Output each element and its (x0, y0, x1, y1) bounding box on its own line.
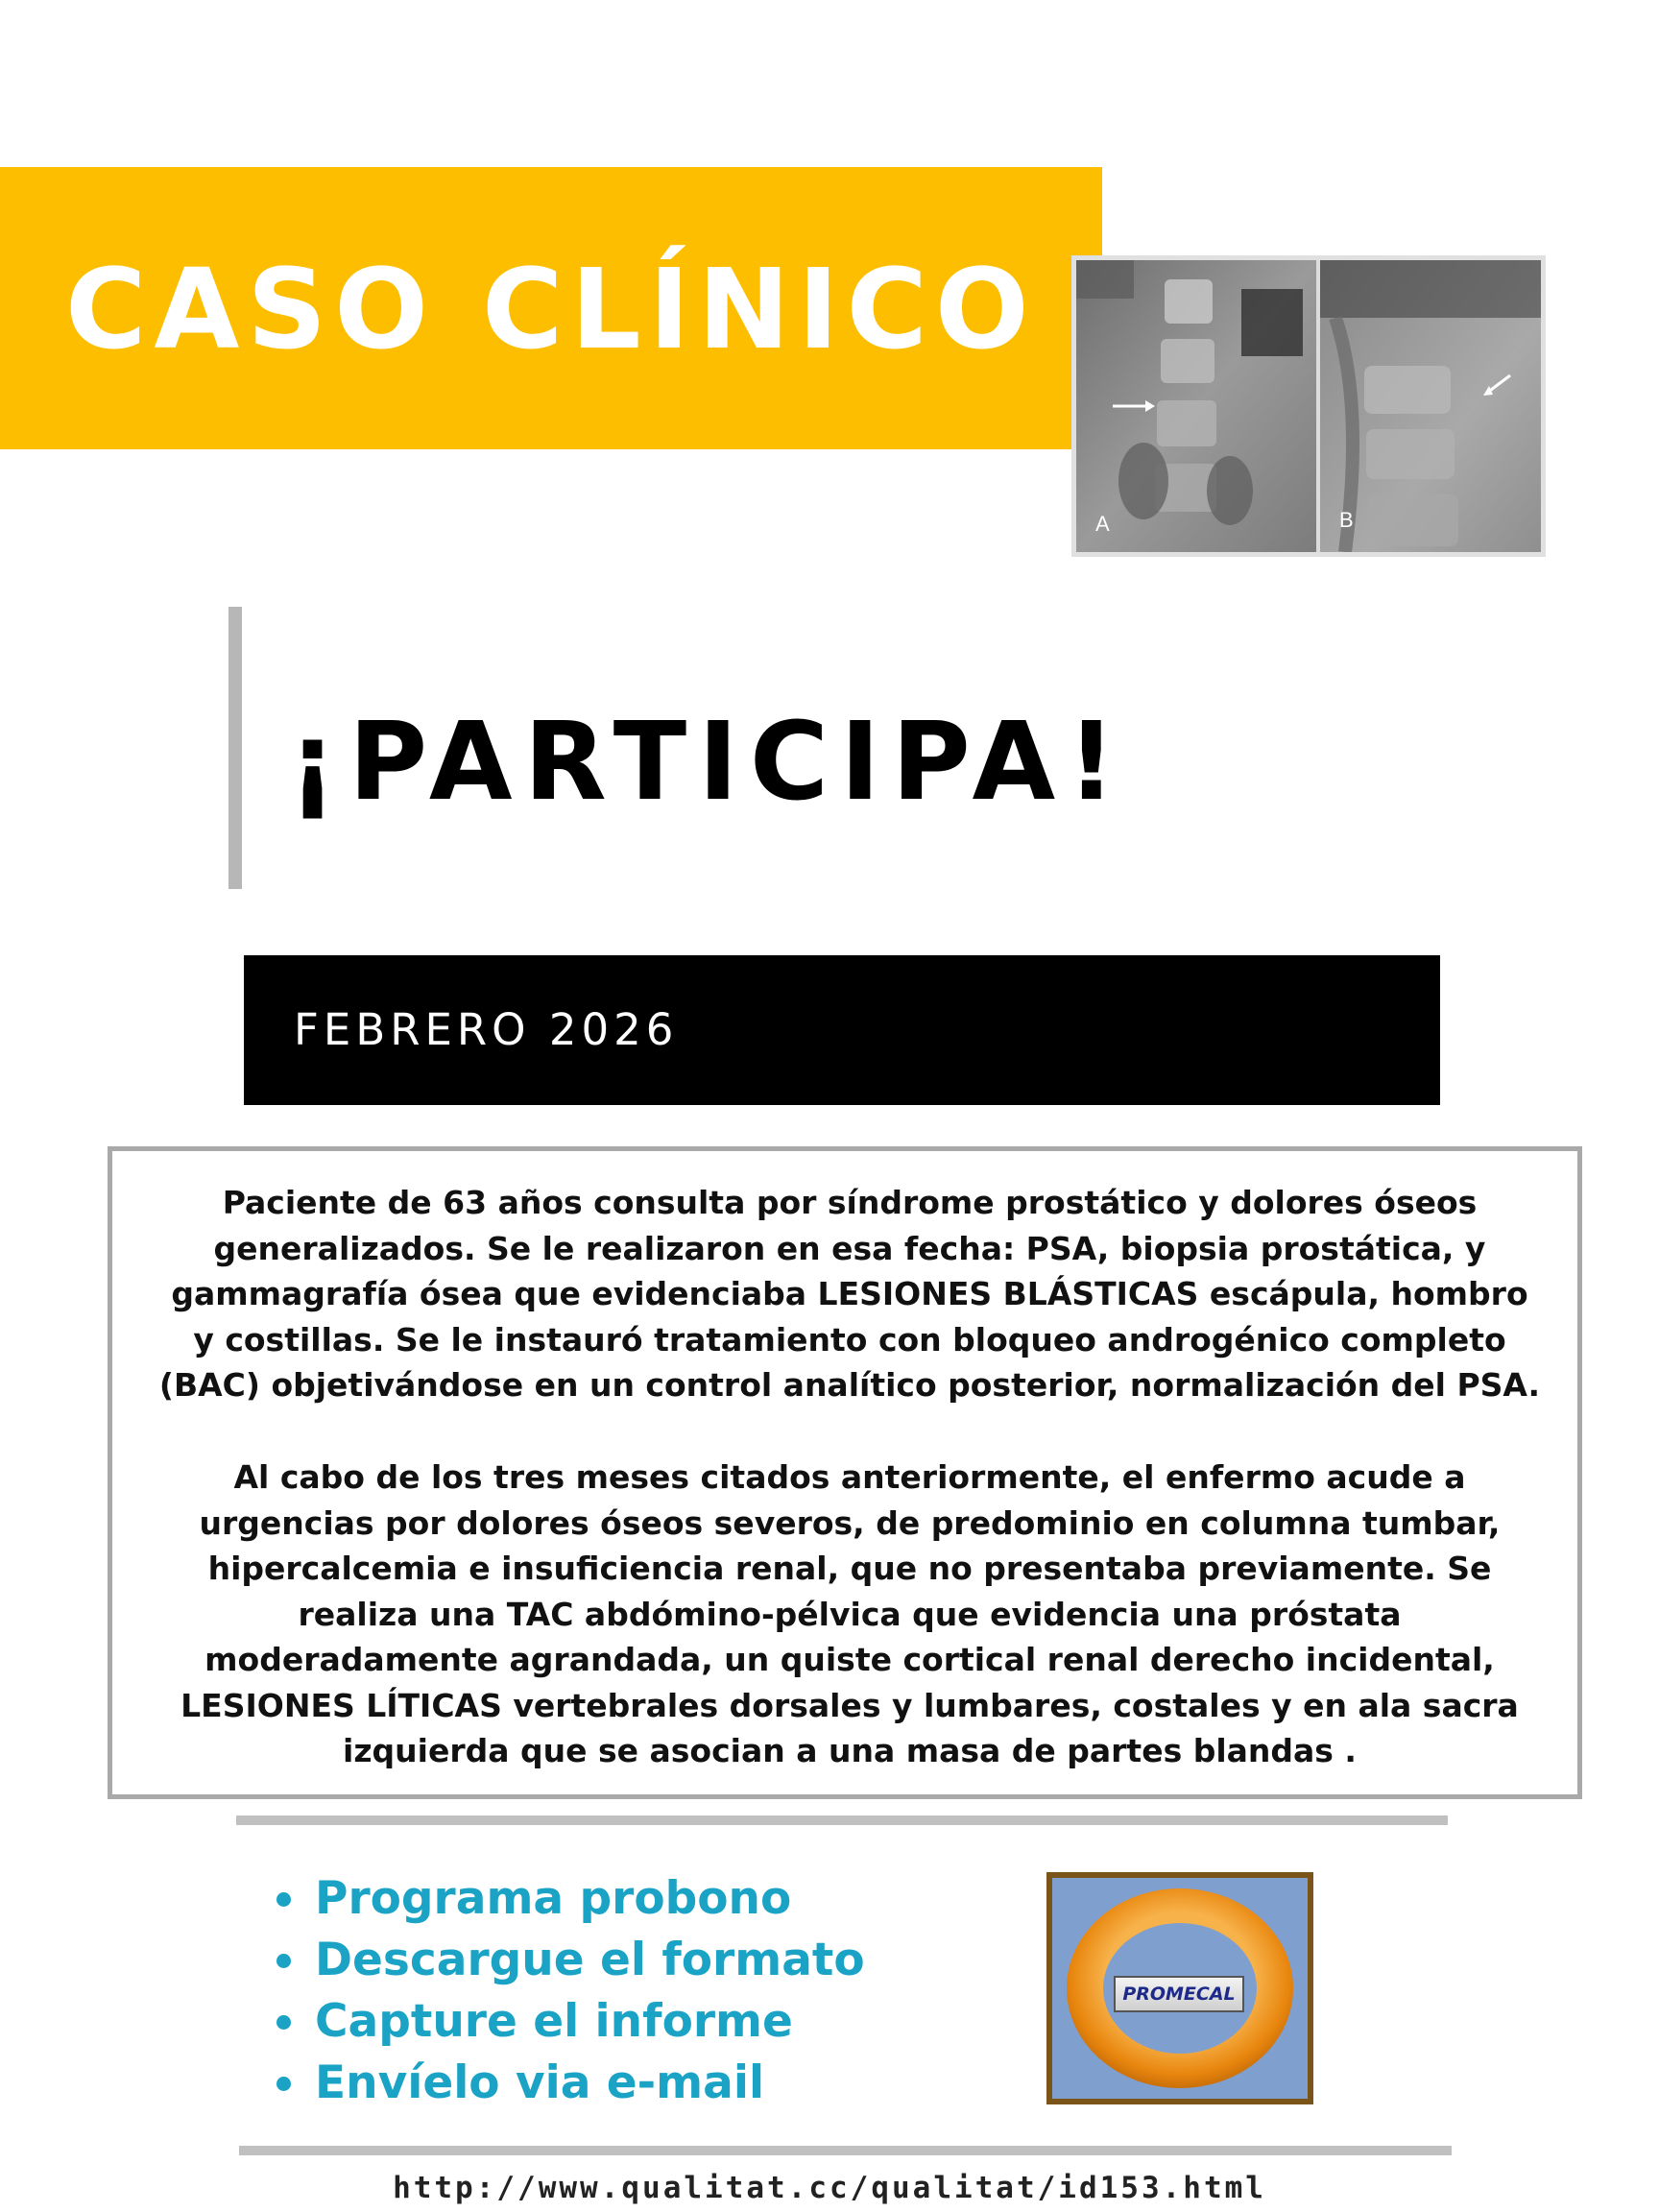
bullet-icon (276, 2015, 291, 2030)
bullet-icon (276, 1954, 291, 1968)
step-label: Descargue el formato (315, 1934, 865, 1986)
divider (236, 1815, 1448, 1825)
steps-list (273, 1868, 865, 2114)
list-item (273, 2053, 865, 2114)
bullet-icon (276, 1892, 291, 1907)
case-paragraph-1: Paciente de 63 años consulta por síndrome prostático y dolores óseos generalizados. Se le realizaron en esa fecha: PSA, biopsia prostática, y gammagrafía ósea que evidenciaba LESIONES BLÁSTICAS escápula, hombro y costillas. Se le instauró tratamiento con bloqueo androgénico completo (BAC) objetivándose en un control analítico posterior, normalización del PSA. (158, 1184, 1541, 1404)
page-title: CASO CLÍNICO (65, 246, 1037, 374)
list-item (273, 1991, 865, 2053)
logo-text: PROMECAL (1114, 1976, 1244, 2012)
xray-panel-a-label: A (1095, 512, 1110, 536)
step-label: Envíelo via e-mail (315, 2056, 765, 2109)
xray-image (1071, 255, 1546, 557)
list-item (273, 1930, 865, 1991)
xray-panel-b-label: B (1339, 508, 1354, 532)
step-label: Programa probono (315, 1872, 792, 1925)
promecal-logo (1046, 1872, 1313, 2104)
step-label: Capture el informe (315, 1995, 793, 2048)
case-paragraph-2: Al cabo de los tres meses citados anteriormente, el enfermo acude a urgencias por dolores óseos severos, de predominio en columna tumbar, hipercalcemia e insuficiencia renal, que no presentaba previamente. Se realiza una TAC abdómino-pélvica que evidencia una próstata moderadamente agrandada, un quiste cortical renal derecho incidental, LESIONES LÍTICAS vertebrales dorsales y lumbares, costales y en ala sacra izquierda que se asocian a una masa de partes blandas . (180, 1458, 1519, 1769)
xray-illustration (1076, 260, 1541, 552)
divider (239, 2146, 1452, 2155)
case-description-box (108, 1146, 1582, 1799)
accent-bar (228, 607, 242, 889)
bullet-icon (276, 2077, 291, 2091)
footer-url[interactable]: http://www.qualitat.cc/qualitat/id153.html (393, 2171, 1266, 2205)
participa-headline: ¡PARTICIPA! (288, 700, 1128, 825)
list-item (273, 1868, 865, 1930)
date-label: FEBRERO 2026 (294, 1004, 679, 1055)
